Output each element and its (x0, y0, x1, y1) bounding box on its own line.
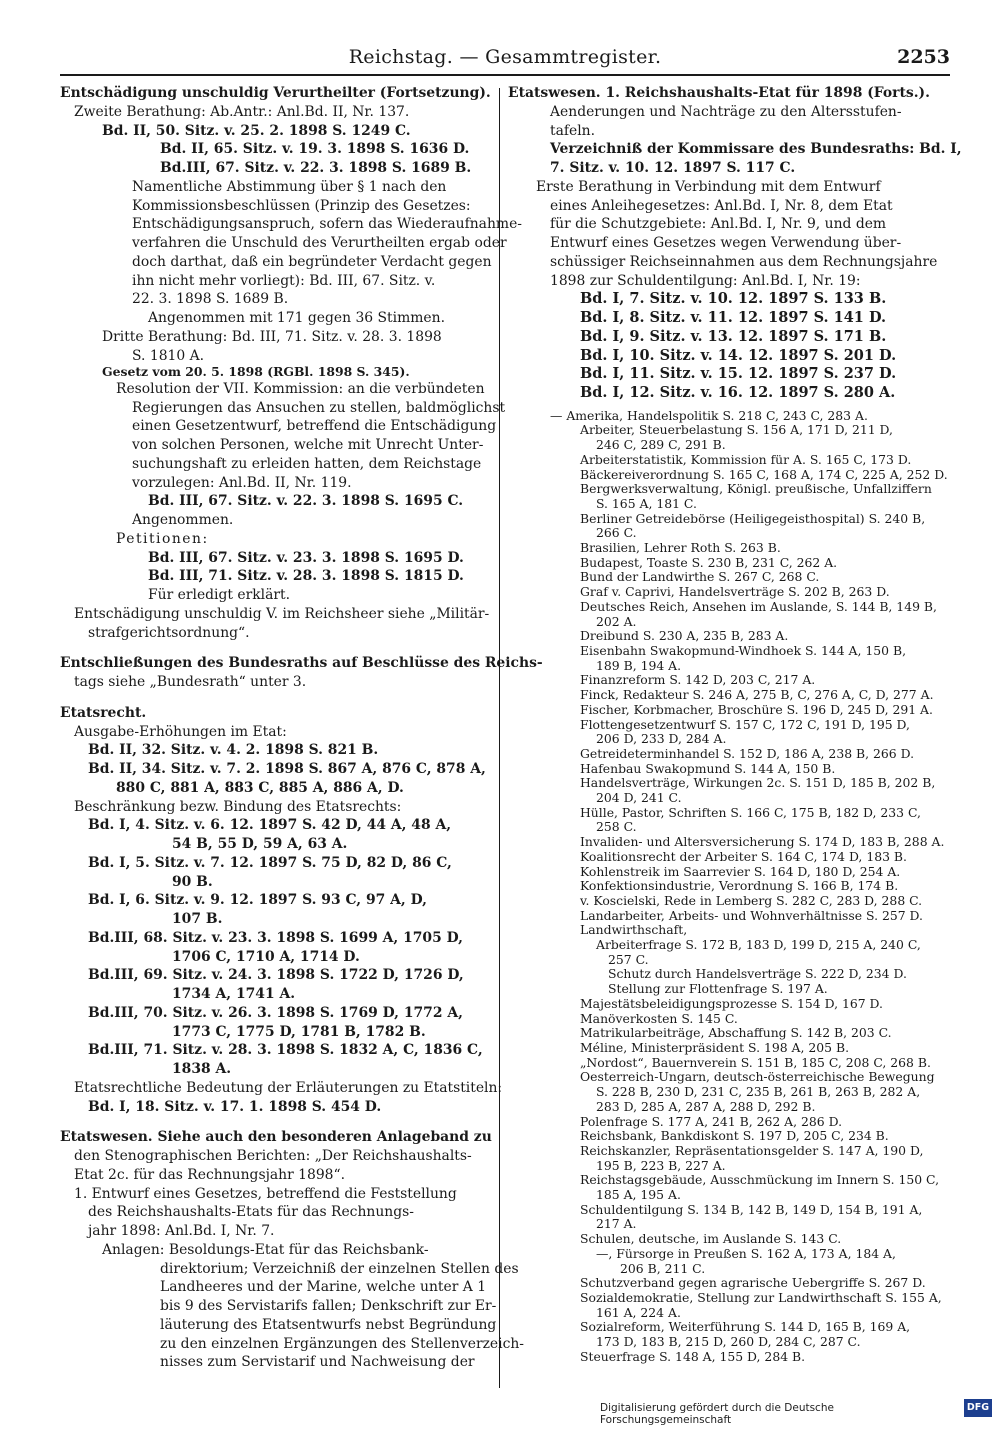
text-line: Entschädigung unschuldig Verurtheilter (Fortsetzung). (60, 85, 491, 101)
text-line: Bd. I, 5. Sitz. v. 7. 12. 1897 S. 75 D, 82 D, 86 C, (88, 854, 452, 871)
text-line: Bd. I, 11. Sitz. v. 15. 12. 1897 S. 237 D. (580, 365, 897, 383)
text-line: Matrikularbeiträge, Abschaffung S. 142 B, 203 C. (580, 1025, 892, 1041)
text-line: Etatsrechtliche Bedeutung der Erläuterungen zu Etatstiteln: (74, 1079, 503, 1096)
text-line: 185 A, 195 A. (596, 1187, 681, 1203)
column-divider (499, 88, 500, 1388)
text-line: 173 D, 183 B, 215 D, 260 D, 284 C, 287 C. (596, 1334, 861, 1350)
text-line: Bd. I, 4. Sitz. v. 6. 12. 1897 S. 42 D, 44 A, 48 A, (88, 817, 452, 834)
text-line: Bd. III, 67. Sitz. v. 23. 3. 1898 S. 1695 D. (148, 549, 464, 566)
text-line: Entschädigungsanspruch, sofern das Wiederaufnahme- (132, 216, 522, 233)
text-line: Etatsrecht. (60, 704, 147, 721)
text-line: Majestätsbeleidigungsprozesse S. 154 D, 167 D. (580, 995, 883, 1011)
text-line: Bd.III, 68. Sitz. v. 23. 3. 1898 S. 1699 A, 1705 D, (88, 929, 463, 946)
text-line: des Reichshaushalts-Etats für das Rechnungs- (88, 1204, 414, 1221)
text-line: Arbeiterfrage S. 172 B, 183 D, 199 D, 215 A, 240 C, (596, 937, 921, 953)
text-line: nisses zum Servistarif und Nachweisung der (160, 1354, 475, 1371)
text-line: S. 1810 A. (132, 347, 205, 364)
text-line: Landheeres und der Marine, welche unter A 1 (160, 1279, 487, 1296)
text-line: 195 B, 223 B, 227 A. (596, 1157, 726, 1173)
text-line: Eisenbahn Swakopmund-Windhoek S. 144 A, 150 B, (580, 643, 907, 658)
spacer (60, 642, 492, 654)
text-line: einen Gesetzentwurf, betreffend die Entschädigung (132, 418, 497, 435)
right-column (508, 84, 962, 1364)
text-line: Bäckereiverordnung S. 165 C, 168 A, 174 C, 225 A, 252 D. (580, 466, 948, 482)
text-line: Bd. I, 18. Sitz. v. 17. 1. 1898 S. 454 D. (88, 1098, 382, 1115)
text-line: für die Schutzgebiete: Anl.Bd. I, Nr. 9, und dem (550, 216, 887, 233)
text-line: 107 B. (172, 911, 223, 928)
text-line: Bd. I, 10. Sitz. v. 14. 12. 1897 S. 201 D. (580, 346, 897, 364)
text-line: Bd. III, 67. Sitz. v. 22. 3. 1898 S. 1695 C. (148, 493, 464, 510)
text-line: 258 C. (596, 819, 637, 835)
text-line: Resolution der VII. Kommission: an die verbündeten (116, 380, 485, 397)
text-line: Bd. III, 71. Sitz. v. 28. 3. 1898 S. 1815 D. (148, 568, 464, 585)
text-line: 189 B, 194 A. (596, 657, 682, 673)
text-line: Deutsches Reich, Ansehen im Auslande, S. 144 B, 149 B, (580, 598, 937, 614)
text-line: Ausgabe-Erhöhungen im Etat: (74, 723, 287, 740)
text-line: von solchen Personen, welche mit Unrecht Unter- (132, 437, 484, 454)
text-line: 1. Entwurf eines Gesetzes, betreffend die Feststellung (74, 1185, 457, 1202)
text-line: suchungshaft zu erleiden hatten, dem Reichstage (132, 455, 482, 472)
text-line: —, Fürsorge in Preußen S. 162 A, 173 A, 184 A, (596, 1245, 896, 1261)
left-column (60, 84, 543, 1372)
text-line: Schuldentilgung S. 134 B, 142 B, 149 D, 154 B, 191 A, (580, 1201, 923, 1217)
text-line: Polenfrage S. 177 A, 241 B, 262 A, 286 D. (580, 1113, 843, 1129)
text-line: Angenommen. (132, 512, 234, 529)
text-line: Bd.III, 69. Sitz. v. 24. 3. 1898 S. 1722 D, 1726 D, (88, 967, 464, 984)
text-line: Beschränkung bezw. Bindung des Etatsrechts: (74, 798, 402, 815)
text-line: Entschädigung unschuldig V. im Reichsheer siehe „Militär- (74, 605, 490, 622)
text-line: Bd. I, 8. Sitz. v. 11. 12. 1897 S. 141 D. (580, 309, 887, 326)
header-rule (60, 74, 950, 76)
text-line: Bd.III, 70. Sitz. v. 26. 3. 1898 S. 1769 D, 1772 A, (88, 1004, 463, 1021)
text-line: Erste Berathung in Verbindung mit dem Entwurf (536, 178, 881, 195)
text-line: Bd.III, 67. Sitz. v. 22. 3. 1898 S. 1689 B. (160, 160, 472, 176)
text-line: 7. Sitz. v. 10. 12. 1897 S. 117 C. (550, 160, 796, 176)
text-line: 266 C. (596, 525, 637, 541)
text-line: Flottengesetzentwurf S. 157 C, 172 C, 191 D, 195 D, (580, 716, 910, 732)
text-line: Kommissionsbeschlüssen (Prinzip des Gesetzes: (132, 197, 471, 214)
text-line: 22. 3. 1898 S. 1689 B. (132, 291, 289, 308)
text-line: doch darthat, daß ein begründeter Verdacht gegen (132, 253, 492, 270)
text-line: Arbeiterstatistik, Kommission für A. S. 165 C, 173 D. (580, 451, 912, 467)
text-line: Dritte Berathung: Bd. III, 71. Sitz. v. 28. 3. 1898 (102, 328, 442, 345)
text-line: Konfektionsindustrie, Verordnung S. 166 B, 174 B. (580, 878, 899, 894)
text-line: Bd. II, 50. Sitz. v. 25. 2. 1898 S. 1249 C. (102, 122, 411, 139)
text-line: Finanzreform S. 142 D, 203 C, 217 A. (580, 672, 816, 688)
text-line: Steuerfrage S. 148 A, 155 D, 284 B. (580, 1348, 806, 1364)
text-line: bis 9 des Servistarifs fallen; Denkschrift zur Er- (160, 1298, 497, 1315)
text-line: 206 D, 233 D, 284 A. (596, 731, 727, 747)
text-line: Verzeichniß der Kommissare des Bundesraths: Bd. I, (550, 141, 962, 158)
footer (600, 1397, 992, 1426)
text-line: Méline, Ministerpräsident S. 198 A, 205 B. (580, 1039, 850, 1055)
spacer (60, 1116, 492, 1128)
text-line: 1706 C, 1710 A, 1714 D. (172, 948, 360, 965)
page-number: 2253 (897, 46, 950, 68)
text-line: v. Koscielski, Rede in Lemberg S. 282 C, 283 D, 288 C. (580, 892, 923, 908)
text-line: Schutzverband gegen agrarische Uebergriffe S. 267 D. (580, 1275, 926, 1291)
text-line: Anlagen: Besoldungs-Etat für das Reichsbank- (102, 1241, 429, 1258)
text-line: Schulen, deutsche, im Auslande S. 143 C. (580, 1231, 842, 1247)
text-line: Reichskanzler, Repräsentationsgelder S. 147 A, 190 D, (580, 1142, 924, 1158)
text-line: 1773 C, 1775 D, 1781 B, 1782 B. (172, 1023, 426, 1040)
text-line: 1898 zur Schuldentilgung: Anl.Bd. I, Nr. 19: (550, 272, 861, 289)
text-line: Aenderungen und Nachträge zu den Altersstufen- (550, 103, 902, 120)
dfg-logo: DFG (964, 1399, 992, 1417)
text-line: jahr 1898: Anl.Bd. I, Nr. 7. (88, 1223, 275, 1240)
text-line: Landarbeiter, Arbeits- und Wohnverhältnisse S. 257 D. (580, 907, 923, 923)
text-line: Sozialreform, Weiterführung S. 144 D, 165 B, 169 A, (580, 1319, 911, 1335)
text-line: Reichstagsgebäude, Ausschmückung im Innern S. 150 C, (580, 1172, 940, 1188)
text-line: Koalitionsrecht der Arbeiter S. 164 C, 174 D, 183 B. (580, 848, 907, 864)
text-line: „Nordost“, Bauernverein S. 151 B, 185 C, 208 C, 268 B. (580, 1054, 931, 1070)
text-line: 217 A. (596, 1216, 637, 1232)
text-line: Invaliden- und Altersversicherung S. 174 D, 183 B, 288 A. (580, 834, 945, 850)
digitization-credit: Digitalisierung gefördert durch die Deutsche Forschungsgemeinschaft (600, 1402, 834, 1426)
text-line: 90 B. (172, 873, 213, 890)
text-line: Bd. II, 65. Sitz. v. 19. 3. 1898 S. 1636 D. (160, 141, 470, 158)
text-line: ihn nicht mehr vorliegt): Bd. III, 67. Sitz. v. (132, 272, 436, 289)
text-line: Fischer, Korbmacher, Broschüre S. 196 D, 245 D, 291 A. (580, 701, 933, 717)
text-line: zu den einzelnen Ergänzungen des Stellenverzeich- (160, 1335, 524, 1352)
text-line: tags siehe „Bundesrath“ unter 3. (74, 674, 307, 691)
text-line: Finck, Redakteur S. 246 A, 275 B, C, 276 A, C, D, 277 A. (580, 687, 934, 703)
text-line: Bd. I, 7. Sitz. v. 10. 12. 1897 S. 133 B. (580, 290, 887, 308)
text-line: läuterung des Etatsentwurfs nebst Begründung (160, 1316, 497, 1333)
text-line: 246 C, 289 C, 291 B. (596, 437, 726, 453)
page-header (60, 44, 950, 74)
text-line: Bd. I, 9. Sitz. v. 13. 12. 1897 S. 171 B. (580, 327, 887, 345)
text-line: Gesetz vom 20. 5. 1898 (RGBl. 1898 S. 345). (102, 364, 410, 380)
text-line: Schutz durch Handelsverträge S. 222 D, 234 D. (608, 966, 907, 982)
text-line: Bund der Landwirthe S. 267 C, 268 C. (580, 569, 820, 585)
text-line: Arbeiter, Steuerbelastung S. 156 A, 171 D, 211 D, (580, 422, 893, 438)
text-line: Zweite Berathung: Ab.Antr.: Anl.Bd. II, Nr. 137. (74, 103, 410, 120)
text-line: Brasilien, Lehrer Roth S. 263 B. (580, 540, 781, 556)
text-line: Entschließungen des Bundesraths auf Beschlüsse des Reichs- (60, 655, 543, 672)
text-line: Graf v. Caprivi, Handelsverträge S. 202 B, 263 D. (580, 584, 890, 600)
text-line: Berliner Getreidebörse (Heiligegeisthospital) S. 240 B, (580, 510, 926, 526)
spacer (60, 692, 492, 704)
text-line: 206 B, 211 C. (620, 1260, 706, 1276)
text-line: tafeln. (550, 122, 596, 139)
text-line: Getreideterminhandel S. 152 D, 186 A, 238 B, 266 D. (580, 745, 915, 761)
text-line: Handelsverträge, Wirkungen 2c. S. 151 D, 185 B, 202 B, (580, 775, 936, 791)
text-line: Sozialdemokratie, Stellung zur Landwirthschaft S. 155 A, (580, 1289, 942, 1305)
text-line: Hülle, Pastor, Schriften S. 166 C, 175 B, 182 D, 233 C, (580, 804, 921, 820)
text-line: 161 A, 224 A. (596, 1304, 681, 1320)
text-line: 880 C, 881 A, 883 C, 885 A, 886 A, D. (116, 779, 404, 796)
text-line: 54 B, 55 D, 59 A, 63 A. (172, 836, 348, 853)
text-line: Bergwerksverwaltung, Königl. preußische, Unfallziffern (580, 481, 932, 497)
text-line: 1734 A, 1741 A. (172, 986, 296, 1003)
text-line: verfahren die Unschuld des Verurtheilten ergab oder (132, 235, 507, 251)
text-line: Etatswesen. 1. Reichshaushalts-Etat für 1898 (Forts.). (508, 85, 930, 101)
text-line: — Amerika, Handelspolitik S. 218 C, 243 C, 283 A. (550, 407, 868, 423)
text-line: Hafenbau Swakopmund S. 144 A, 150 B. (580, 760, 836, 776)
text-line: Angenommen mit 171 gegen 36 Stimmen. (148, 310, 446, 326)
text-line: Namentliche Abstimmung über § 1 nach den (132, 178, 447, 195)
text-line: Entwurf eines Gesetzes wegen Verwendung über- (550, 235, 902, 251)
text-line: Kohlenstreik im Saarrevier S. 164 D, 180 D, 254 A. (580, 863, 901, 879)
text-line: Reichsbank, Bankdiskont S. 197 D, 205 C, 234 B. (580, 1128, 889, 1144)
text-line: schüssiger Reichseinnahmen aus dem Rechnungsjahre (550, 253, 938, 270)
text-line: Budapest, Toaste S. 230 B, 231 C, 262 A. (580, 554, 838, 570)
text-line: Landwirthschaft, (580, 922, 688, 938)
text-line: Regierungen das Ansuchen zu stellen, baldmöglichst (132, 399, 506, 416)
text-line: vorzulegen: Anl.Bd. II, Nr. 119. (132, 474, 352, 491)
text-line: S. 228 B, 230 D, 231 C, 235 B, 261 B, 263 B, 282 A, (596, 1084, 921, 1100)
text-line: 1838 A. (172, 1061, 232, 1078)
text-line: strafgerichtsordnung“. (88, 624, 250, 641)
text-line: den Stenographischen Berichten: „Der Reichshaushalts- (74, 1148, 472, 1165)
text-line: Bd. I, 12. Sitz. v. 16. 12. 1897 S. 280 A. (580, 384, 896, 401)
running-title: Reichstag. — Gesammtregister. (348, 46, 662, 68)
text-line: 202 A. (596, 613, 637, 629)
text-line: Petitionen: (116, 530, 209, 547)
text-line: 283 D, 285 A, 287 A, 288 D, 292 B. (596, 1098, 816, 1114)
text-line: Bd. I, 6. Sitz. v. 9. 12. 1897 S. 93 C, 97 A, D, (88, 892, 427, 909)
text-line: Manöverkosten S. 145 C. (580, 1010, 738, 1026)
text-line: 204 D, 241 C. (596, 790, 682, 806)
text-line: Für erledigt erklärt. (148, 587, 291, 604)
text-line: direktorium; Verzeichniß der einzelnen Stellen des (160, 1260, 519, 1277)
text-line: Bd. II, 34. Sitz. v. 7. 2. 1898 S. 867 A, 876 C, 878 A, (88, 761, 486, 778)
text-line: Bd. II, 32. Sitz. v. 4. 2. 1898 S. 821 B. (88, 742, 379, 759)
text-line: eines Anleihegesetzes: Anl.Bd. I, Nr. 8, dem Etat (550, 197, 893, 214)
text-line: Oesterreich-Ungarn, deutsch-österreichische Bewegung (580, 1069, 935, 1085)
text-line: Dreibund S. 230 A, 235 B, 283 A. (580, 628, 789, 644)
text-line: Bd.III, 71. Sitz. v. 28. 3. 1898 S. 1832 A, C, 1836 C, (88, 1042, 483, 1059)
text-line: 257 C. (608, 951, 649, 967)
text-line: Etat 2c. für das Rechnungsjahr 1898“. (74, 1166, 346, 1183)
text-line: S. 165 A, 181 C. (596, 495, 697, 511)
text-line: Stellung zur Flottenfrage S. 197 A. (608, 981, 828, 997)
text-line: Etatswesen. Siehe auch den besonderen Anlageband zu (60, 1129, 492, 1146)
